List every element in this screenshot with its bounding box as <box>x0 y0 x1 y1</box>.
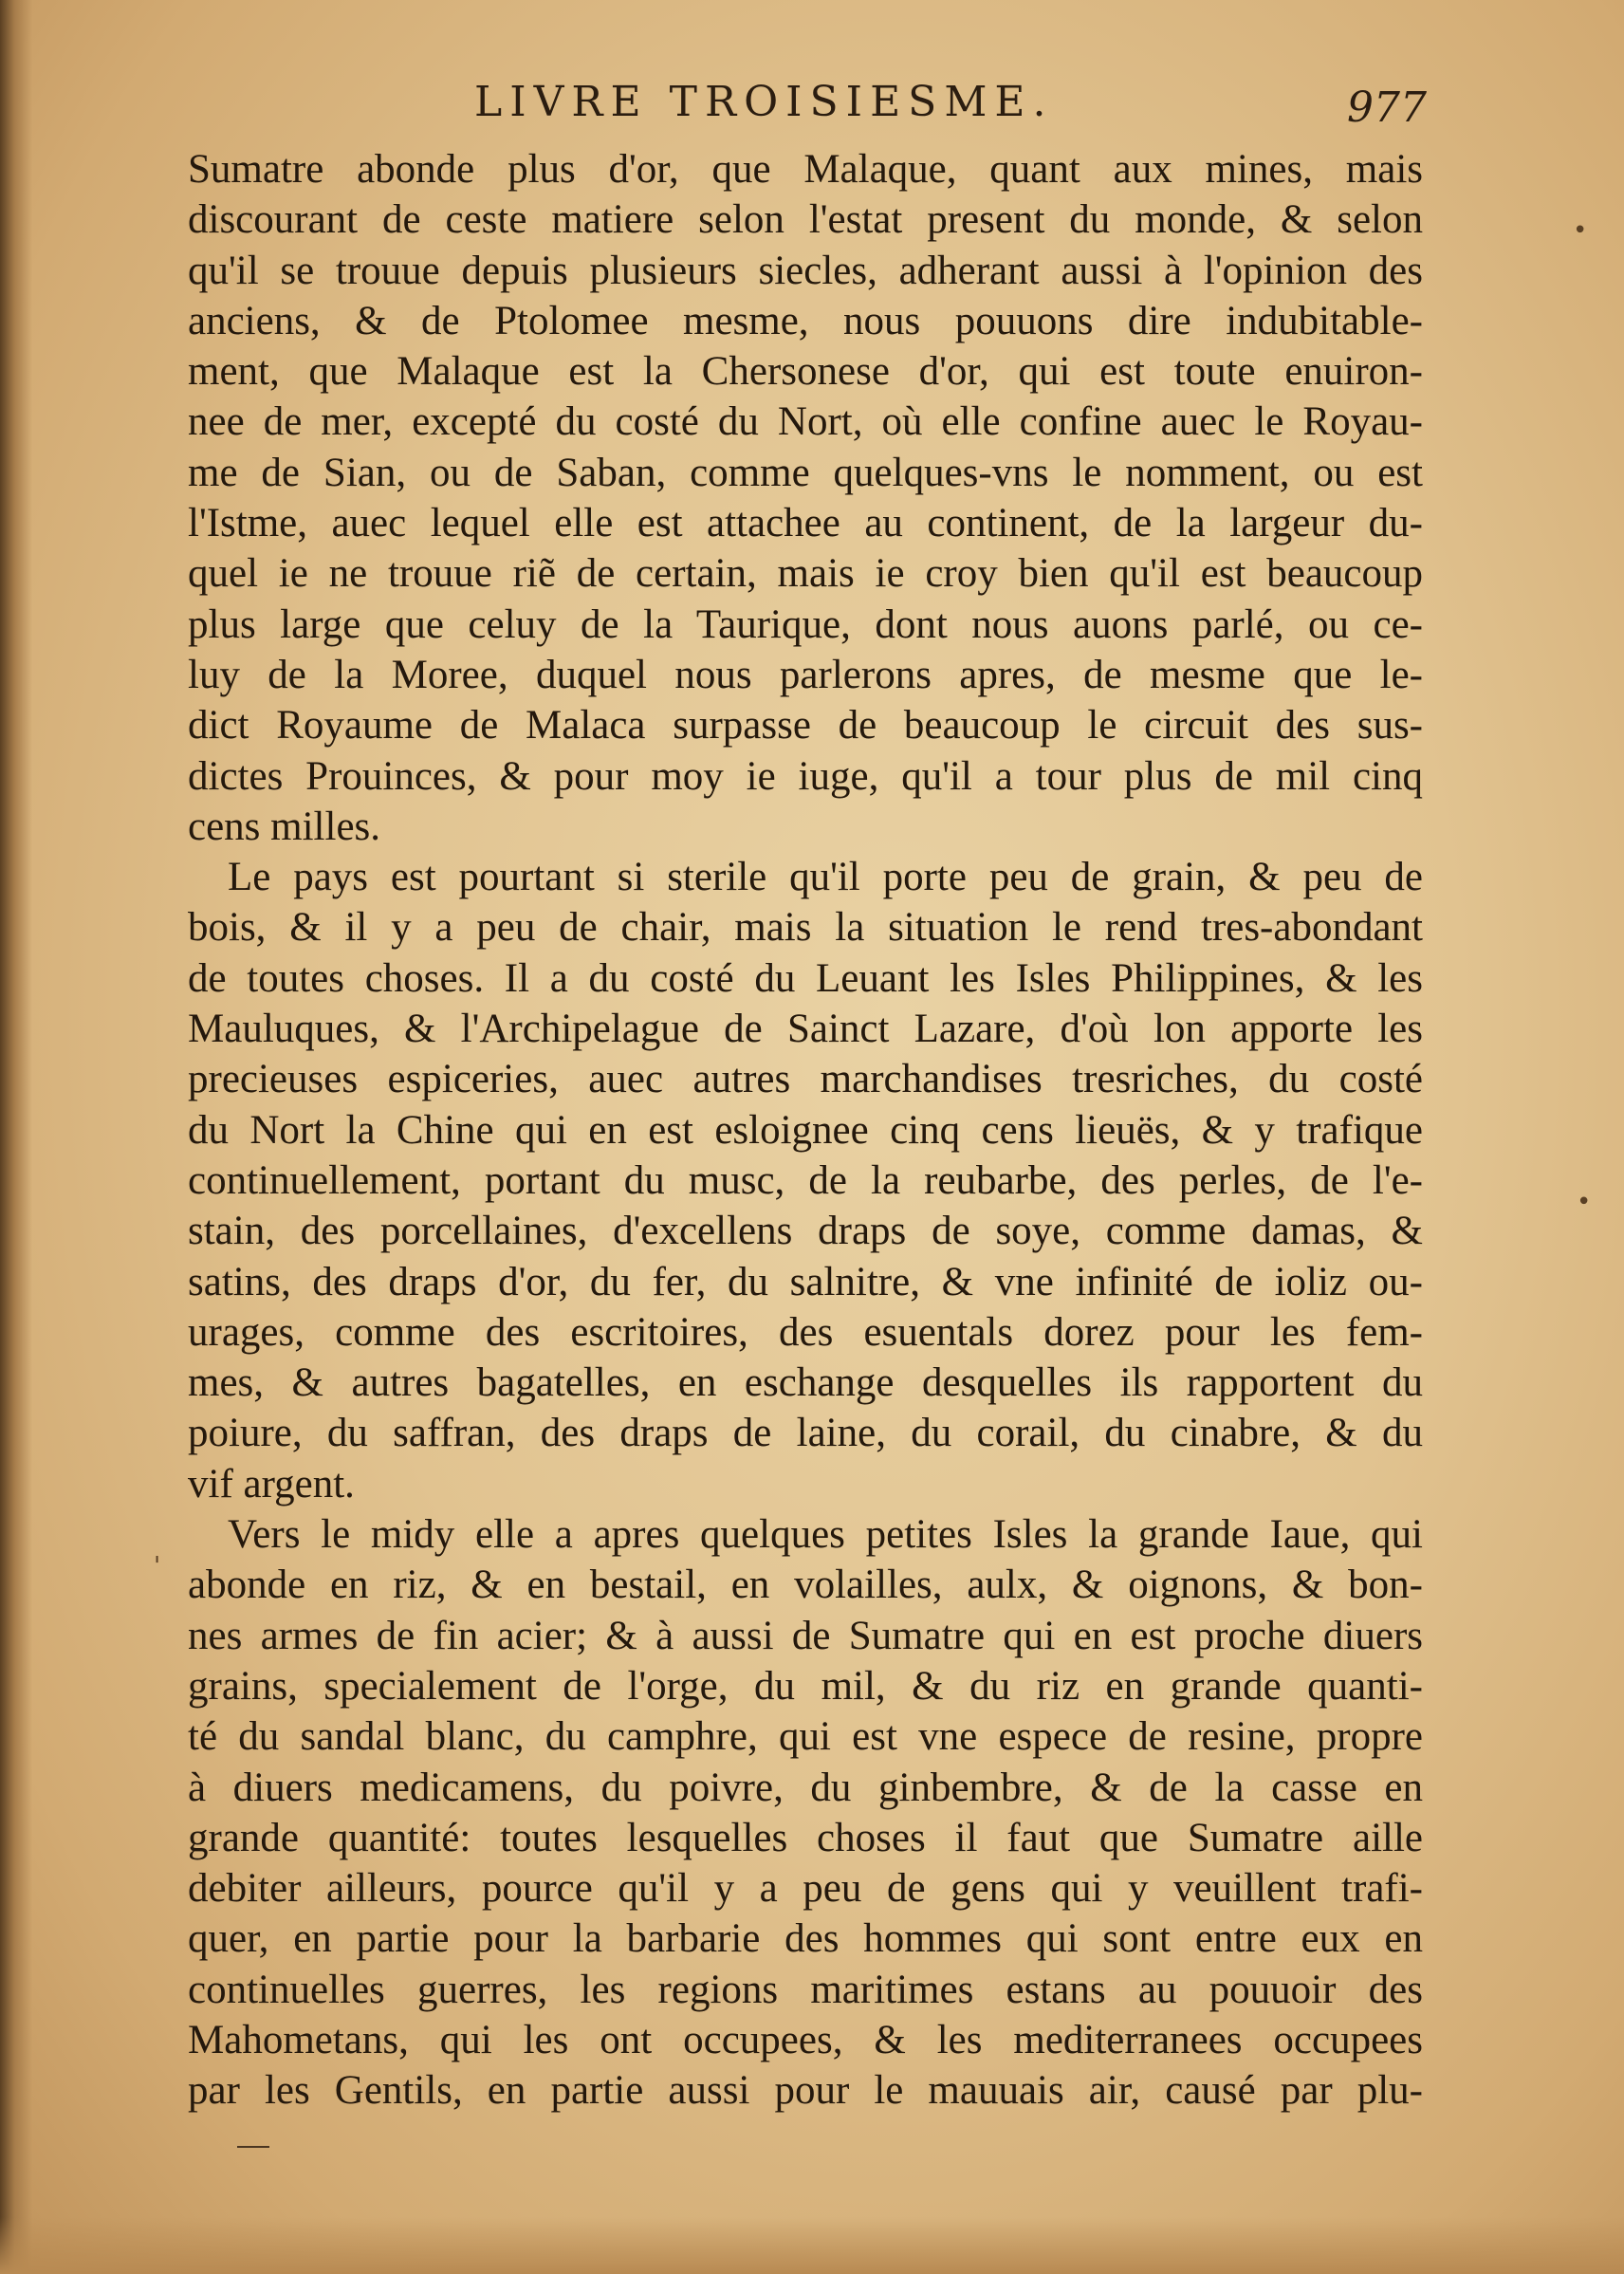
text-line: té du sandal blanc, du camphre, qui est vne espece de resine, propre <box>188 1714 1423 1760</box>
text-line: bois, & il y a peu de chair, mais la situation le rend tres-abondant <box>188 905 1423 951</box>
text-line: plus large que celuy de la Taurique, dont nous auons parlé, ou ce- <box>188 601 1423 647</box>
text-line: mes, & autres bagatelles, en eschange desquelles ils rapportent du <box>188 1360 1423 1406</box>
text-line: discourant de ceste matiere selon l'estat present du monde, & selon <box>188 197 1423 243</box>
text-line: continuellement, portant du musc, de la reubarbe, des perles, de l'e- <box>188 1157 1423 1203</box>
text-line: quel ie ne trouue riẽ de certain, mais ie croy bien qu'il est beaucoup <box>188 551 1423 597</box>
text-line: quer, en partie pour la barbarie des hommes qui sont entre eux en <box>188 1916 1423 1962</box>
text-line: grande quantité: toutes lesquelles choses il faut que Sumatre aille <box>188 1815 1423 1860</box>
text-line: abonde en riz, & en bestail, en volailles, aulx, & oignons, & bon- <box>188 1562 1423 1608</box>
running-title: LIVRE TROISIESME. <box>474 78 1054 126</box>
text-line: par les Gentils, en partie aussi pour le mauuais air, causé par plu- <box>188 2068 1423 2114</box>
page-number: 977 <box>1347 83 1427 132</box>
text-line: nes armes de fin acier; & à aussi de Sumatre qui en est proche diuers <box>188 1613 1423 1658</box>
text-line: satins, des draps d'or, du fer, du salnitre, & vne infinité de ioliz ou- <box>188 1259 1423 1304</box>
text-line: Vers le midy elle a apres quelques petites Isles la grande Iaue, qui <box>228 1512 1423 1558</box>
margin-mark: • <box>1573 216 1588 245</box>
text-line: vif argent. <box>188 1461 355 1507</box>
text-line: stain, des porcellaines, d'excellens draps de soye, comme damas, & <box>188 1209 1423 1254</box>
text-line: anciens, & de Ptolomee mesme, nous pouuons dire indubitable- <box>188 298 1423 343</box>
text-line: dictes Prouinces, & pour moy ie iuge, qu'il a tour plus de mil cinq <box>188 753 1423 799</box>
text-line: ment, que Malaque est la Chersonese d'or, qui est toute enuiron- <box>188 349 1423 395</box>
text-line: dict Royaume de Malaca surpasse de beaucoup le circuit des sus- <box>188 703 1423 749</box>
text-line: nee de mer, excepté du costé du Nort, où elle confine auec le Royau- <box>188 399 1423 445</box>
text-line: Le pays est pourtant si sterile qu'il porte peu de grain, & peu de <box>228 855 1423 900</box>
text-line: precieuses espiceries, auec autres marchandises tresriches, du costé <box>188 1057 1423 1102</box>
text-line: poiure, du saffran, des draps de laine, du corail, du cinabre, & du <box>188 1411 1423 1456</box>
text-line: de toutes choses. Il a du costé du Leuant les Isles Philippines, & les <box>188 955 1423 1001</box>
text-line: à diuers medicamens, du poivre, du ginbembre, & de la casse en <box>188 1765 1423 1810</box>
text-line: Mauluques, & l'Archipelague de Sainct Lazare, d'où lon apporte les <box>188 1007 1423 1052</box>
bottom-rule <box>237 2146 269 2148</box>
text-line: cens milles. <box>188 804 381 849</box>
body-text <box>188 144 1423 2117</box>
text-line: luy de la Moree, duquel nous parlerons apres, de mesme que le- <box>188 652 1423 697</box>
text-line: l'Istme, auec lequel elle est attachee au continent, de la largeur du- <box>188 501 1423 546</box>
page-gutter-shadow <box>0 0 32 2274</box>
page-bottom-shadow <box>0 2217 1624 2274</box>
text-line: Mahometans, qui les ont occupees, & les mediterranees occupees <box>188 2017 1423 2062</box>
text-line: Sumatre abonde plus d'or, que Malaque, quant aux mines, mais <box>188 147 1423 192</box>
text-line: debiter ailleurs, pource qu'il y a peu de gens qui y veuillent trafi- <box>188 1866 1423 1912</box>
text-line: grains, specialement de l'orge, du mil, & du riz en grande quanti- <box>188 1663 1423 1709</box>
text-line: me de Sian, ou de Saban, comme quelques-vns le nomment, ou est <box>188 450 1423 495</box>
margin-mark: ' <box>154 1552 161 1581</box>
text-line: urages, comme des escritoires, des esuentals dorez pour les fem- <box>188 1309 1423 1355</box>
text-line: continuelles guerres, les regions maritimes estans au pouuoir des <box>188 1967 1423 2012</box>
text-line: qu'il se trouue depuis plusieurs siecles, adherant aussi à l'opinion des <box>188 248 1423 293</box>
text-line: du Nort la Chine qui en est esloignee cinq cens lieuës, & y trafique <box>188 1107 1423 1153</box>
margin-mark: • <box>1577 1188 1592 1216</box>
